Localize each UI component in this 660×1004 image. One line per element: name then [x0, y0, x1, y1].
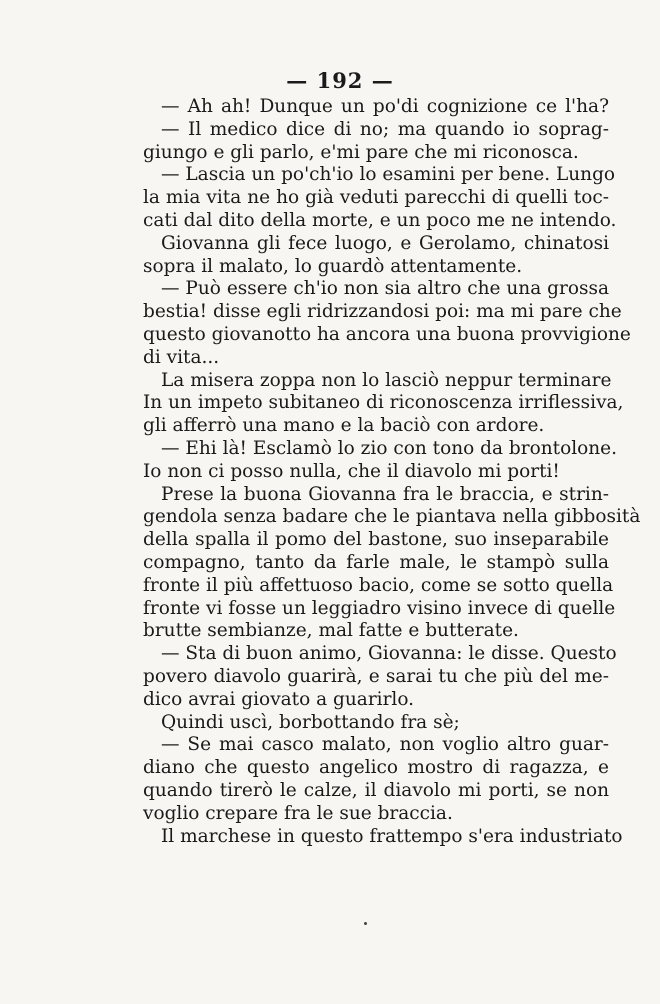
- text-line: — Lascia un po'ch'io lo esamini per bene. Lungo: [161, 164, 616, 186]
- text-line: brutte sembianze, mal fatte e butterate.: [143, 620, 519, 642]
- text-line: voglio crepare fra le sue braccia.: [143, 802, 453, 824]
- page-number: — 192 —: [286, 68, 394, 93]
- text-line: La misera zoppa non lo lasciò neppur terminare: [161, 369, 612, 391]
- body-text: [143, 96, 641, 848]
- text-line: fronte vi fosse un leggiadro visino invece di quelle: [143, 597, 616, 619]
- text-line: dico avrai giovato a guarirlo.: [143, 688, 415, 710]
- text-line: Quindi uscì, borbottando fra sè;: [161, 711, 460, 733]
- text-line: questo giovanotto ha ancora una buona provvigione: [143, 323, 631, 345]
- text-line: povero diavolo guarirà, e sarai tu che più del me-: [143, 665, 609, 687]
- text-line: fronte il più affettuoso bacio, come se sotto quella: [143, 574, 614, 596]
- text-line: gli afferrò una mano e la baciò con ardore.: [143, 415, 545, 437]
- text-line: della spalla il pomo del bastone, suo inseparabile: [143, 529, 609, 551]
- text-line: — Sta di buon animo, Giovanna: le disse. Questo: [161, 643, 617, 665]
- text-line: di vita...: [143, 346, 220, 368]
- text-line: — Se mai casco malato, non voglio altro guar-: [161, 734, 609, 756]
- text-line: Io non ci posso nulla, che il diavolo mi porti!: [143, 460, 560, 482]
- text-line: In un impeto subitaneo di riconoscenza irriflessiva,: [143, 392, 624, 414]
- text-line: quando tirerò le calze, il diavolo mi porti, se non: [143, 779, 609, 801]
- text-line: diano che questo angelico mostro di ragazza, e: [143, 757, 609, 779]
- text-line: — Ah ah! Dunque un po'di cognizione ce l'ha?: [161, 96, 609, 117]
- text-line: — Ehi là! Esclamò lo zio con tono da brontolone.: [161, 437, 618, 459]
- text-line: Prese la buona Giovanna fra le braccia, e strin-: [161, 483, 609, 505]
- text-line: compagno, tanto da farle male, le stampò sulla: [143, 551, 609, 573]
- text-line: la mia vita ne ho già veduti parecchi di quelli toc-: [143, 187, 609, 209]
- text-line: gendola senza badare che le piantava nella gibbosità: [143, 506, 641, 528]
- text-line: — Può essere ch'io non sia altro che una grossa: [161, 278, 609, 300]
- text-line: Giovanna gli fece luogo, e Gerolamo, chinatosi: [161, 232, 609, 254]
- text-line: bestia! disse egli ridrizzandosi poi: ma mi pare che: [143, 301, 622, 323]
- text-line: giungo e gli parlo, e'mi pare che mi riconosca.: [143, 141, 579, 163]
- text-line: cati dal dito della morte, e un poco me ne intendo.: [143, 209, 617, 231]
- text-line: — Il medico dice di no; ma quando io soprag-: [161, 118, 609, 140]
- text-line: Il marchese in questo frattempo s'era industriato: [161, 825, 623, 847]
- text-line: sopra il malato, lo guardò attentamente.: [143, 255, 523, 277]
- ink-speck: [364, 922, 367, 925]
